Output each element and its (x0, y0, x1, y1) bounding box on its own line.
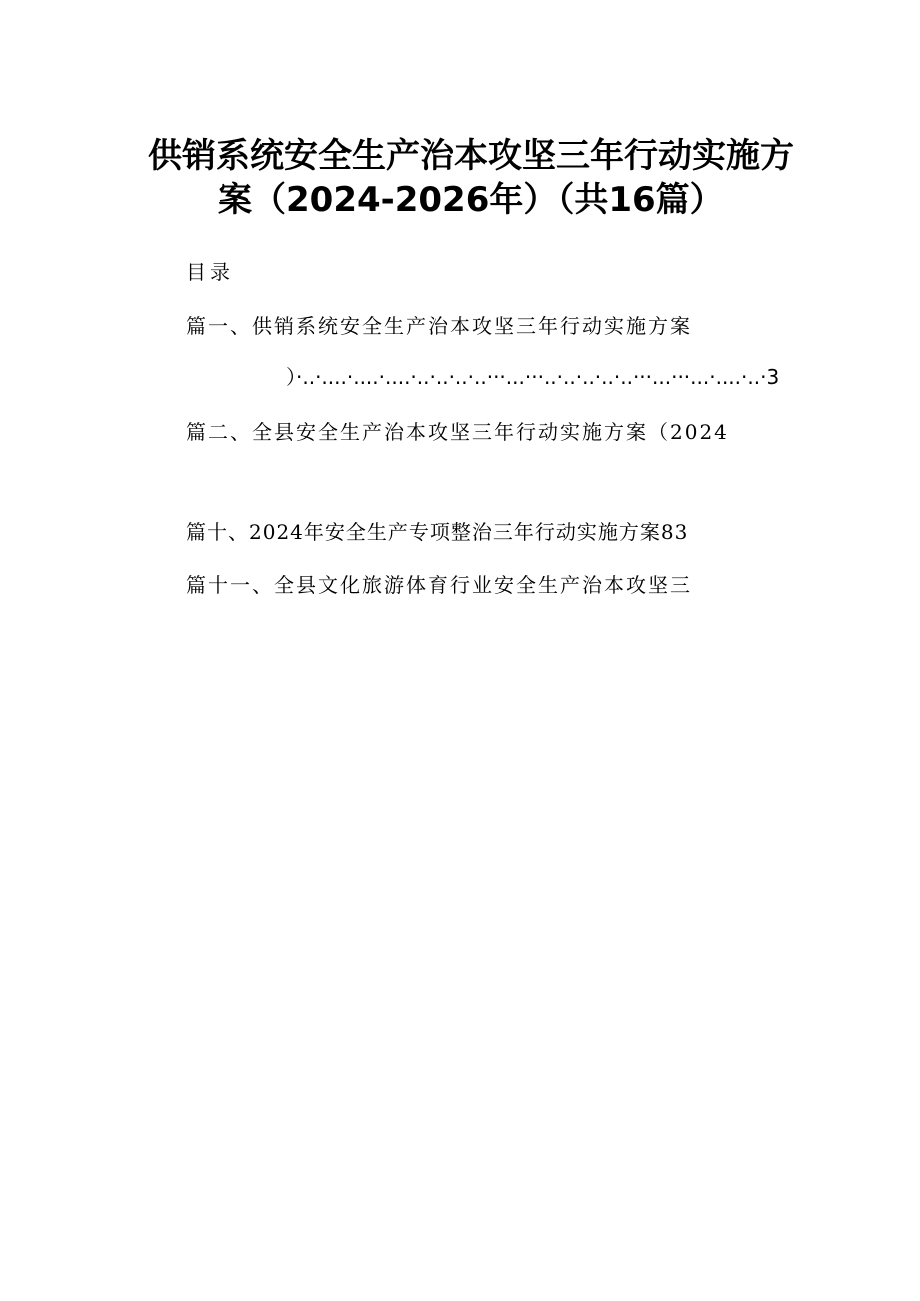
toc-item-1-leader-and-page[interactable]: ）·..·....·....·....·..·..·..·..···...···..·..·..·..·..···...···...·....·..·3 (286, 365, 780, 389)
document-title-line-1: 供销系统安全生产治本攻坚三年行动实施方 (148, 136, 794, 176)
toc-heading: 目录 (186, 260, 234, 284)
toc-item-1[interactable]: 篇一、供销系统安全生产治本攻坚三年行动实施方案 (186, 314, 692, 338)
toc-item-2[interactable]: 篇二、全县安全生产治本攻坚三年行动实施方案（2024 (186, 420, 729, 444)
document-title-line-2: 案（2024-2026年）（共16篇） (218, 180, 724, 220)
toc-item-11[interactable]: 篇十一、全县文化旅游体育行业安全生产治本攻坚三 (186, 573, 692, 597)
toc-item-10[interactable]: 篇十、2024年安全生产专项整治三年行动实施方案83 (186, 520, 689, 544)
